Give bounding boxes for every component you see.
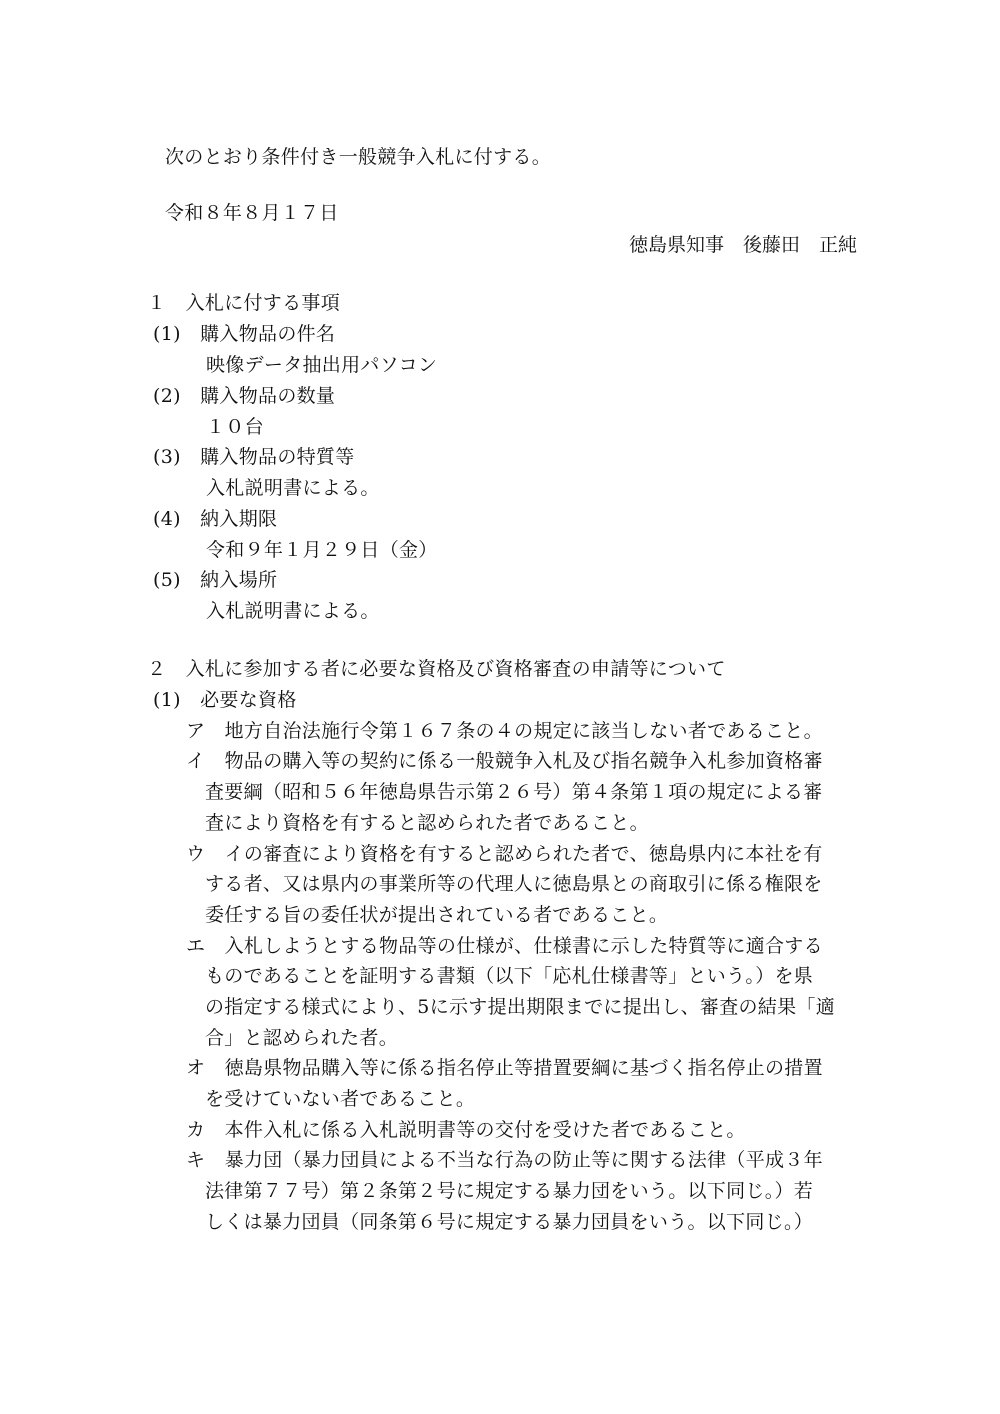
qualification-e-line1: エ 入札しようとする物品等の仕様が、仕様書に示した特質等に適合する (186, 935, 823, 957)
qualification-e-line3: の指定する様式により、5に示す提出期限までに提出し、審査の結果「適 (205, 996, 835, 1018)
qualification-u-line2: する者、又は県内の事業所等の代理人に徳島県との商取引に係る権限を (205, 873, 823, 895)
item4-label: (4) 納入期限 (153, 508, 278, 530)
qualification-i-line2: 査要綱（昭和５６年徳島県告示第２６号）第４条第１項の規定による審 (205, 781, 823, 803)
item5-value: 入札説明書による。 (206, 600, 380, 622)
qualification-i-line1: イ 物品の購入等の契約に係る一般競争入札及び指名競争入札参加資格審 (186, 750, 823, 772)
item2-label: (2) 購入物品の数量 (153, 385, 336, 407)
section2-heading: ２ 入札に参加する者に必要な資格及び資格審査の申請等について (147, 658, 726, 680)
item3-value: 入札説明書による。 (206, 477, 380, 499)
qualification-o-line1: オ 徳島県物品購入等に係る指名停止等措置要綱に基づく指名停止の措置 (186, 1057, 823, 1079)
qualification-u-line1: ウ イの審査により資格を有すると認められた者で、徳島県内に本社を有 (186, 843, 823, 865)
section1-heading: １ 入札に付する事項 (147, 292, 341, 314)
item5-label: (5) 納入場所 (153, 569, 278, 591)
notice-date: 令和８年８月１７日 (165, 202, 339, 224)
item2-value: １０台 (206, 416, 264, 438)
qualification-i-line3: 査により資格を有すると認められた者であること。 (205, 812, 649, 834)
qualification-ka-line1: カ 本件入札に係る入札説明書等の交付を受けた者であること。 (186, 1119, 746, 1141)
qualification-ki-line1: キ 暴力団（暴力団員による不当な行為の防止等に関する法律（平成３年 (186, 1149, 823, 1171)
qualification-u-line3: 委任する旨の委任状が提出されている者であること。 (205, 904, 669, 926)
qualification-ki-line3: しくは暴力団員（同条第６号に規定する暴力団員をいう。以下同じ。） (205, 1211, 814, 1233)
qualification-e-line4: 合」と認められた者。 (205, 1027, 399, 1049)
qualification-ki-line2: 法律第７７号）第２条第２号に規定する暴力団をいう。以下同じ。）若 (205, 1180, 814, 1202)
notice-intro: 次のとおり条件付き一般競争入札に付する。 (165, 146, 552, 168)
qualification-o-line2: を受けていない者であること。 (205, 1088, 476, 1110)
notice-issuer: 徳島県知事 後藤田 正純 (628, 234, 857, 256)
item1-label: (1) 購入物品の件名 (153, 323, 336, 345)
item1-value: 映像データ抽出用パソコン (206, 354, 438, 376)
section2-sub1-label: (1) 必要な資格 (153, 689, 297, 711)
item4-value: 令和９年１月２９日（金） (206, 539, 438, 561)
item3-label: (3) 購入物品の特質等 (153, 446, 355, 468)
qualification-e-line2: ものであることを証明する書類（以下「応札仕様書等」という。）を県 (205, 965, 814, 987)
qualification-a-line1: ア 地方自治法施行令第１６７条の４の規定に該当しない者であること。 (186, 720, 823, 742)
